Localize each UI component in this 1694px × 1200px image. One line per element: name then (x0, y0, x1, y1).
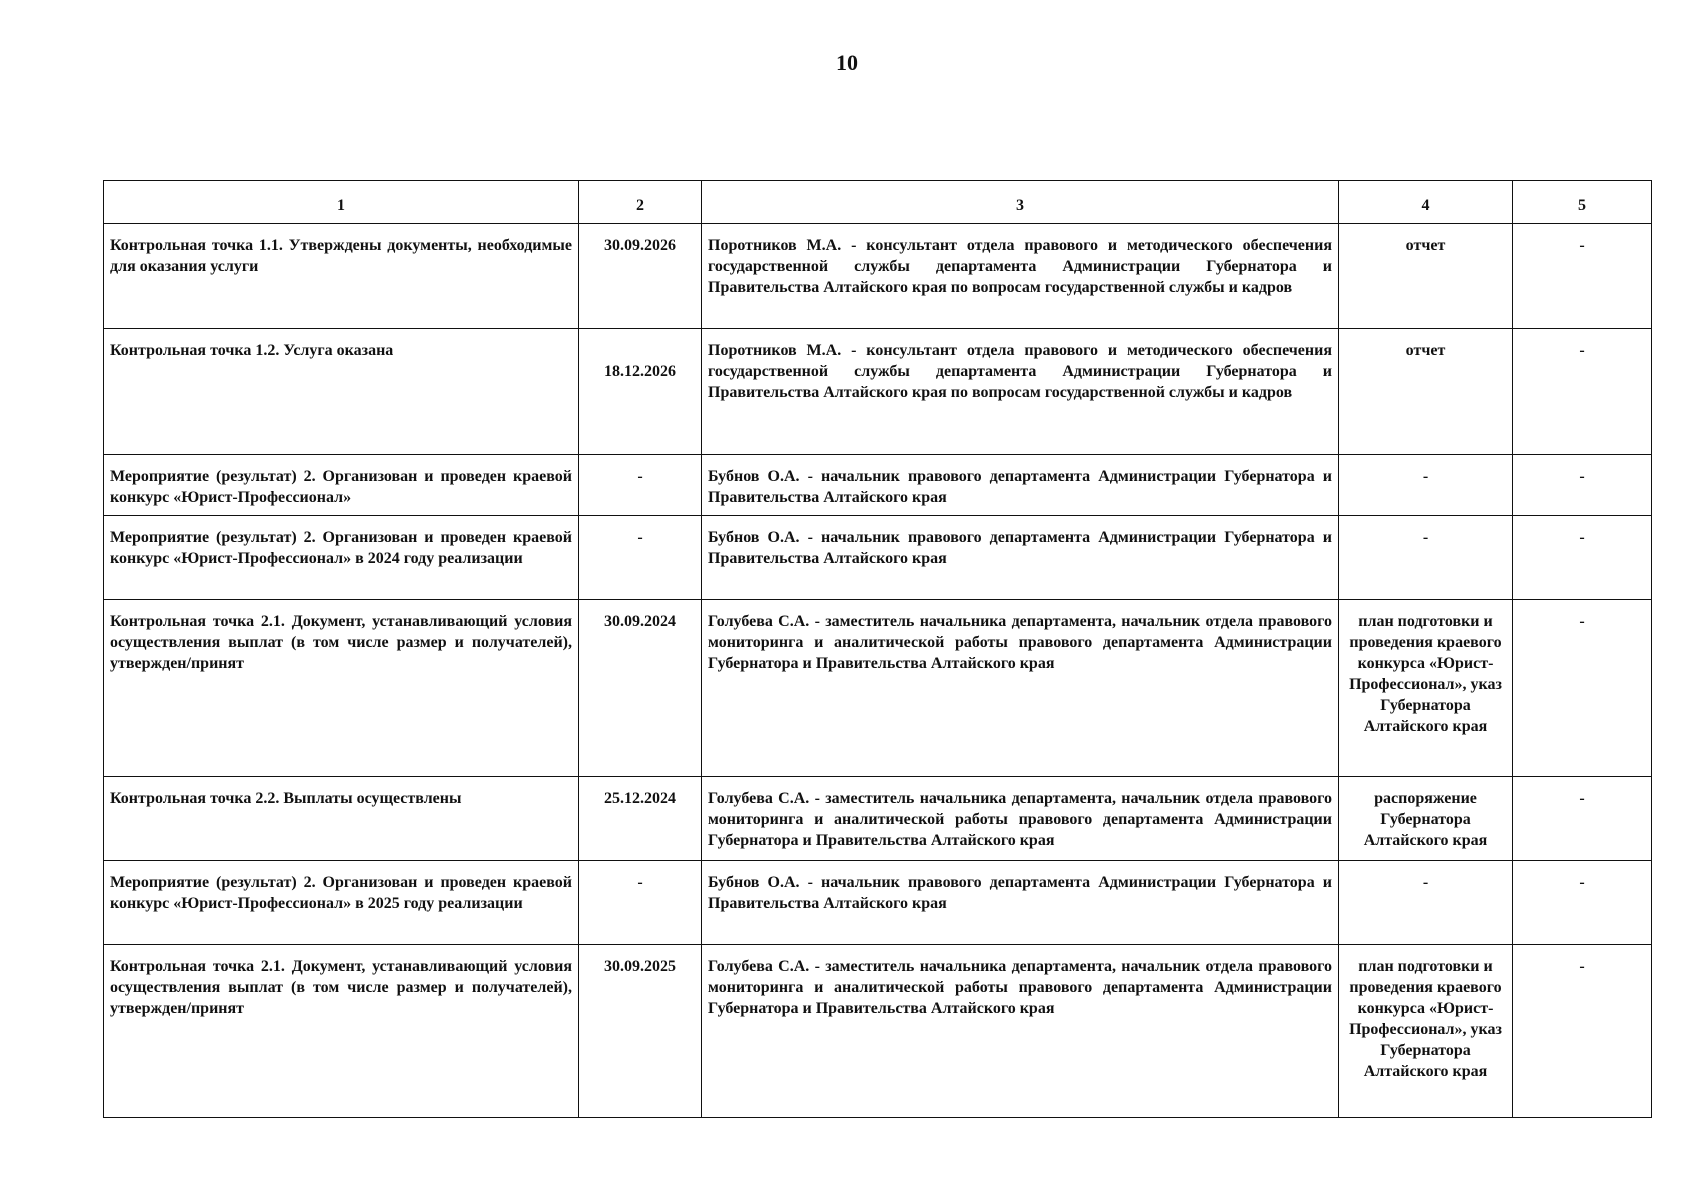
cell-date: - (579, 861, 702, 945)
column-header-2: 2 (579, 181, 702, 224)
cell-event: Мероприятие (результат) 2. Организован и проведен краевой конкурс «Юрист-Профессионал» (104, 455, 579, 516)
table-row (104, 777, 1652, 861)
column-header-5: 5 (1513, 181, 1652, 224)
cell-responsible: Бубнов О.А. - начальник правового департамента Администрации Губернатора и Правительства Алтайского края (702, 455, 1339, 516)
column-header-4: 4 (1339, 181, 1513, 224)
cell-col5: - (1513, 600, 1652, 777)
cell-date: 25.12.2024 (579, 777, 702, 861)
cell-responsible: Голубева С.А. - заместитель начальника департамента, начальник отдела правового мониторинга и аналитической работы правового департамента Администрации Губернатора и Правительства Алтайского края (702, 945, 1339, 1118)
page-number: 10 (836, 50, 858, 75)
cell-col5: - (1513, 945, 1652, 1118)
cell-date: - (579, 455, 702, 516)
table-row (104, 945, 1652, 1118)
table-row (104, 516, 1652, 600)
cell-date: - (579, 516, 702, 600)
header-row (104, 181, 1652, 224)
table-row (104, 329, 1652, 455)
cell-document: отчет (1339, 329, 1513, 455)
cell-document: - (1339, 516, 1513, 600)
cell-document: план подготовки и проведения краевого конкурса «Юрист-Профессионал», указ Губернатора Алтайского края (1339, 600, 1513, 777)
cell-event: Контрольная точка 2.2. Выплаты осуществлены (104, 777, 579, 861)
cell-document: - (1339, 861, 1513, 945)
cell-responsible: Бубнов О.А. - начальник правового департамента Администрации Губернатора и Правительства Алтайского края (702, 516, 1339, 600)
cell-date: 30.09.2026 (579, 224, 702, 329)
cell-col5: - (1513, 777, 1652, 861)
cell-event: Контрольная точка 2.1. Документ, устанавливающий условия осуществления выплат (в том числе размер и получателей), утвержден/принят (104, 600, 579, 777)
cell-col5: - (1513, 861, 1652, 945)
cell-event: Контрольная точка 2.1. Документ, устанавливающий условия осуществления выплат (в том числе размер и получателей), утвержден/принят (104, 945, 579, 1118)
column-header-1: 1 (104, 181, 579, 224)
cell-responsible: Бубнов О.А. - начальник правового департамента Администрации Губернатора и Правительства Алтайского края (702, 861, 1339, 945)
table-row (104, 224, 1652, 329)
cell-event: Мероприятие (результат) 2. Организован и проведен краевой конкурс «Юрист-Профессионал» в 2024 году реализации (104, 516, 579, 600)
cell-date: 18.12.2026 (579, 329, 702, 455)
table-row (104, 455, 1652, 516)
plan-table (103, 180, 1652, 1118)
cell-responsible: Голубева С.А. - заместитель начальника департамента, начальник отдела правового мониторинга и аналитической работы правового департамента Администрации Губернатора и Правительства Алтайского края (702, 777, 1339, 861)
cell-col5: - (1513, 455, 1652, 516)
cell-event: Мероприятие (результат) 2. Организован и проведен краевой конкурс «Юрист-Профессионал» в 2025 году реализации (104, 861, 579, 945)
cell-date: 30.09.2025 (579, 945, 702, 1118)
cell-date: 30.09.2024 (579, 600, 702, 777)
cell-document: отчет (1339, 224, 1513, 329)
cell-responsible: Голубева С.А. - заместитель начальника департамента, начальник отдела правового мониторинга и аналитической работы правового департамента Администрации Губернатора и Правительства Алтайского края (702, 600, 1339, 777)
cell-col5: - (1513, 329, 1652, 455)
cell-col5: - (1513, 224, 1652, 329)
cell-event: Контрольная точка 1.1. Утверждены документы, необходимые для оказания услуги (104, 224, 579, 329)
cell-col5: - (1513, 516, 1652, 600)
column-header-3: 3 (702, 181, 1339, 224)
cell-event: Контрольная точка 1.2. Услуга оказана (104, 329, 579, 455)
table-row (104, 600, 1652, 777)
cell-document: распоряжение Губернатора Алтайского края (1339, 777, 1513, 861)
cell-document: план подготовки и проведения краевого конкурса «Юрист-Профессионал», указ Губернатора Алтайского края (1339, 945, 1513, 1118)
cell-responsible: Поротников М.А. - консультант отдела правового и методического обеспечения государственной службы департамента Администрации Губернатора и Правительства Алтайского края по вопросам государственной службы и кадров (702, 329, 1339, 455)
cell-document: - (1339, 455, 1513, 516)
table-row (104, 861, 1652, 945)
cell-responsible: Поротников М.А. - консультант отдела правового и методического обеспечения государственной службы департамента Администрации Губернатора и Правительства Алтайского края по вопросам государственной службы и кадров (702, 224, 1339, 329)
